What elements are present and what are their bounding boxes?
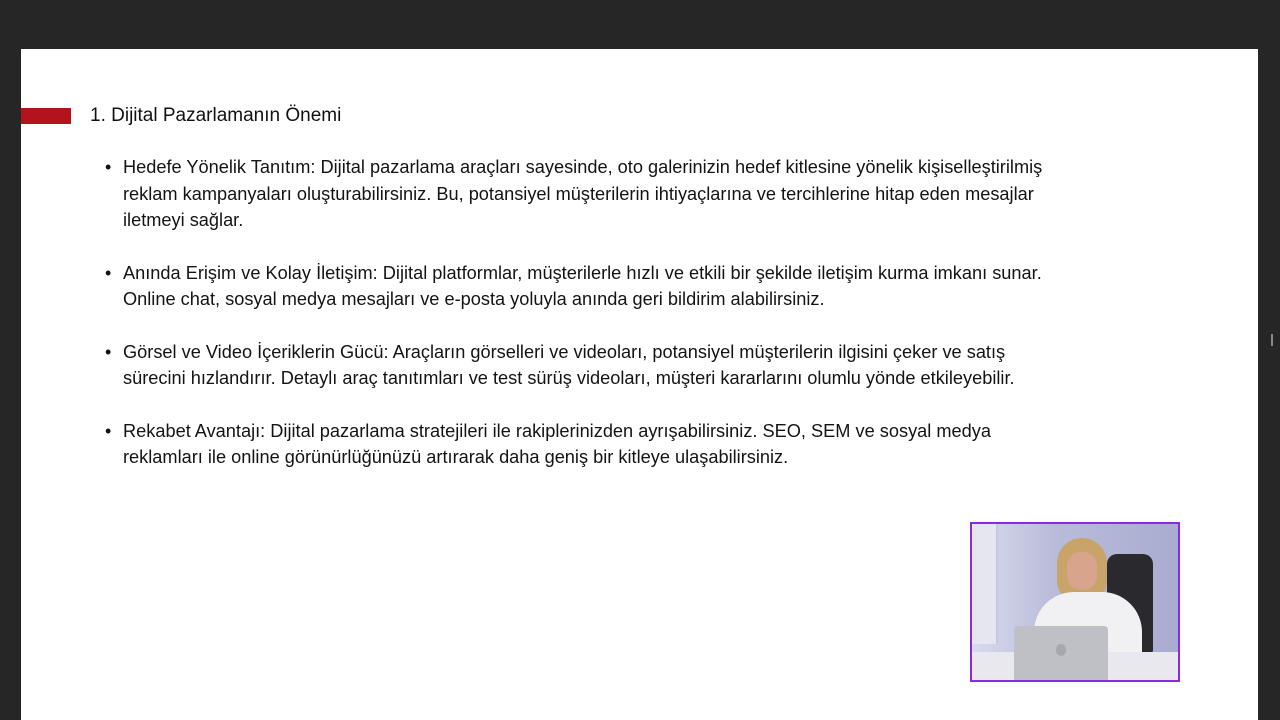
presentation-top-bar [0,0,1280,49]
bullet-text: Görsel ve Video İçeriklerin Gücü: Araçların görselleri ve videoları, potansiyel müşterilerin ilgisini çeker ve satış sürecini hızlandırır. Detaylı araç tanıtımları ve test sürüş videoları, müşteri kararlarını olumlu yönde etkileyebilir. [123,341,1015,388]
bullet-text: Anında Erişim ve Kolay İletişim: Dijital platformlar, müşterilerle hızlı ve etkili bir şekilde iletişim kurma imkanı sunar. Online chat, sosyal medya mesajları ve e-posta yoluyla anında geri bildirim alabilirsiniz. [123,262,1042,309]
webcam-door [972,524,998,644]
scroll-marker [1271,334,1273,346]
title-accent-bar [21,108,71,124]
bullet-dot-icon: • [105,341,112,362]
slide-title: 1. Dijital Pazarlamanın Önemi [90,105,342,126]
bullet-item [101,260,1061,313]
bullet-dot-icon: • [105,420,112,441]
bullet-text: Hedefe Yönelik Tanıtım: Dijital pazarlama araçları sayesinde, oto galerinizin hedef kitlesine yönelik kişiselleştirilmiş reklam kampanyaları oluşturabilirsiniz. Bu, potansiyel müşterilerin ihtiyaçlarına ve tercihlerine hitap eden mesajlar iletmeyi sağlar. [123,157,1043,230]
bullet-dot-icon: • [105,157,112,177]
webcam-presenter-face [1067,552,1097,590]
bullet-list [101,154,1061,497]
bullet-item [101,154,1061,234]
bullet-item [101,339,1061,392]
laptop-logo-icon [1056,644,1066,656]
webcam-overlay[interactable] [970,522,1180,682]
bullet-text: Rekabet Avantajı: Dijital pazarlama stratejileri ile rakiplerinizden ayrışabilirsiniz. SEO, SEM ve sosyal medya reklamları ile online görünürlüğünüzü artırarak daha geniş bir kitleye ulaşabilirsiniz. [123,420,991,467]
bullet-item [101,418,1061,471]
bullet-dot-icon: • [105,262,112,283]
